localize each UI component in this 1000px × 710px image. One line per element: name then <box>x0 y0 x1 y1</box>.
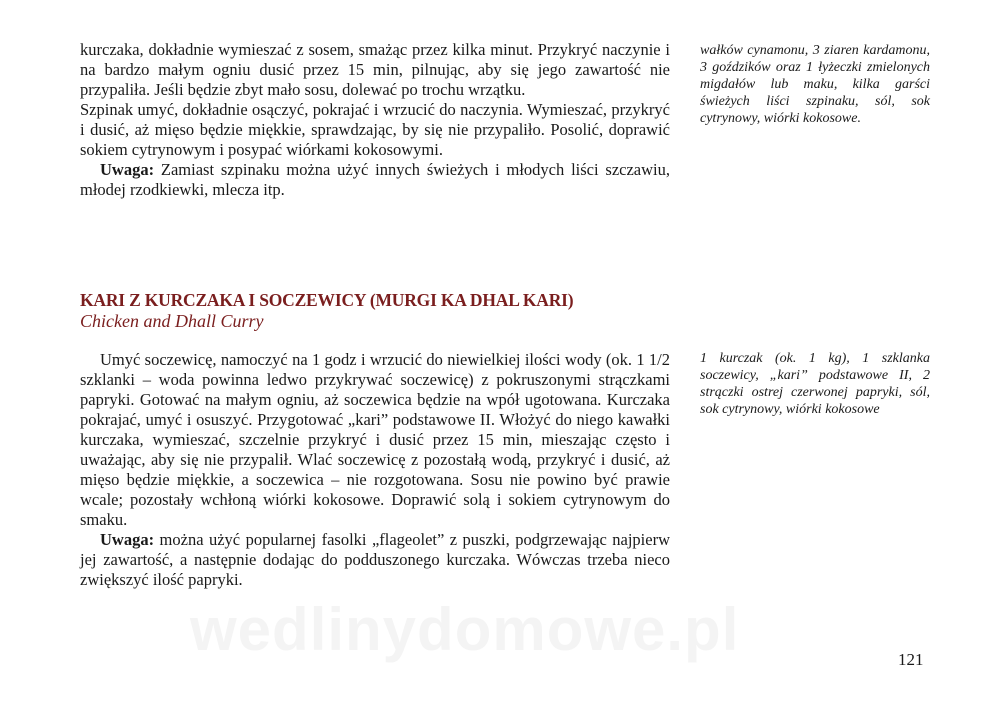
recipe-note-text: można użyć popularnej fasolki „flageolet” z puszki, podgrzewając najpierw jej zawartość, a następnie dodając do podduszonego kurczaka. Wówczas trzeba nieco zwiększyć ilość papryki. <box>80 530 670 589</box>
recipe-heading <box>80 290 680 332</box>
recipe-text-block <box>80 350 670 590</box>
recipe-note <box>80 530 670 590</box>
recipe-ingredients: 1 kurczak (ok. 1 kg), 1 szklanka soczewicy, „kari” podstawowe II, 2 strączki ostrej czerwonej papryki, sól, sok cytrynowy, wiórki kokosowe <box>700 351 930 417</box>
top-paragraph-1: kurczaka, dokładnie wymieszać z sosem, smażąc przez kilka minut. Przykryć naczynie i na bardzo małym ogniu dusić przez 15 min, pilnując, aby się jego zawartość nie przypaliła. Jeśli będzie zbyt mało sosu, dolewać po trochu wrzątku. <box>80 40 670 99</box>
watermark: wedlinydomowe.pl <box>190 596 740 663</box>
top-ingredients: wałków cynamonu, 3 ziaren kardamonu, 3 goździków oraz 1 łyżeczki zmielonych migdałów lub maku, kilka garści świeżych liści szpinaku, sól, sok cytrynowy, wiórki kokosowe. <box>700 43 930 126</box>
recipe-note-label: Uwaga: <box>100 530 155 549</box>
top-note <box>80 160 670 200</box>
top-note-text: Zamiast szpinaku można użyć innych świeżych i młodych liści szczawiu, młodej rzodkiewki, mlecza itp. <box>80 160 670 199</box>
page-number: 121 <box>898 650 924 669</box>
recipe-title-english: Chicken and Dhall Curry <box>80 311 264 331</box>
top-text-block <box>80 40 670 200</box>
top-paragraph-2: Szpinak umyć, dokładnie osączyć, pokrajać i wrzucić do naczynia. Wymieszać, przykryć i dusić, aż mięso będzie miękkie, sprawdzając, by się nie przypaliło. Posolić, doprawić sokiem cytrynowym i posypać wiórkami kokosowymi. <box>80 100 670 159</box>
recipe-body: Umyć soczewicę, namoczyć na 1 godz i wrzucić do niewielkiej ilości wody (ok. 1 1/2 szklanki – woda powinna ledwo przykrywać soczewicę) z pokruszonymi strączkami papryki. Gotować na małym ogniu, aż soczewica będzie na wpół ugotowana. Kurczaka pokrajać, umyć i osuszyć. Przygotować „kari” podstawowe II. Włożyć do niego kawałki kurczaka, wymieszać, szczelnie przykryć i dusić przez 15 min, mieszając często i uważając, aby się nie przypalił. Wlać soczewicę z pozostałą wodą, przykryć i dusić, aż mięso będzie miękkie, a soczewica – nie rozgotowana. Sosu nie powino być prawie wcale; pozostały wchłoną wiórki kokosowe. Doprawić solą i sokiem cytrynowym do smaku. <box>80 350 670 529</box>
recipe-title-polish: KARI Z KURCZAKA I SOCZEWICY (MURGI KA DHAL KARI) <box>80 290 574 310</box>
top-note-label: Uwaga: <box>100 160 155 179</box>
